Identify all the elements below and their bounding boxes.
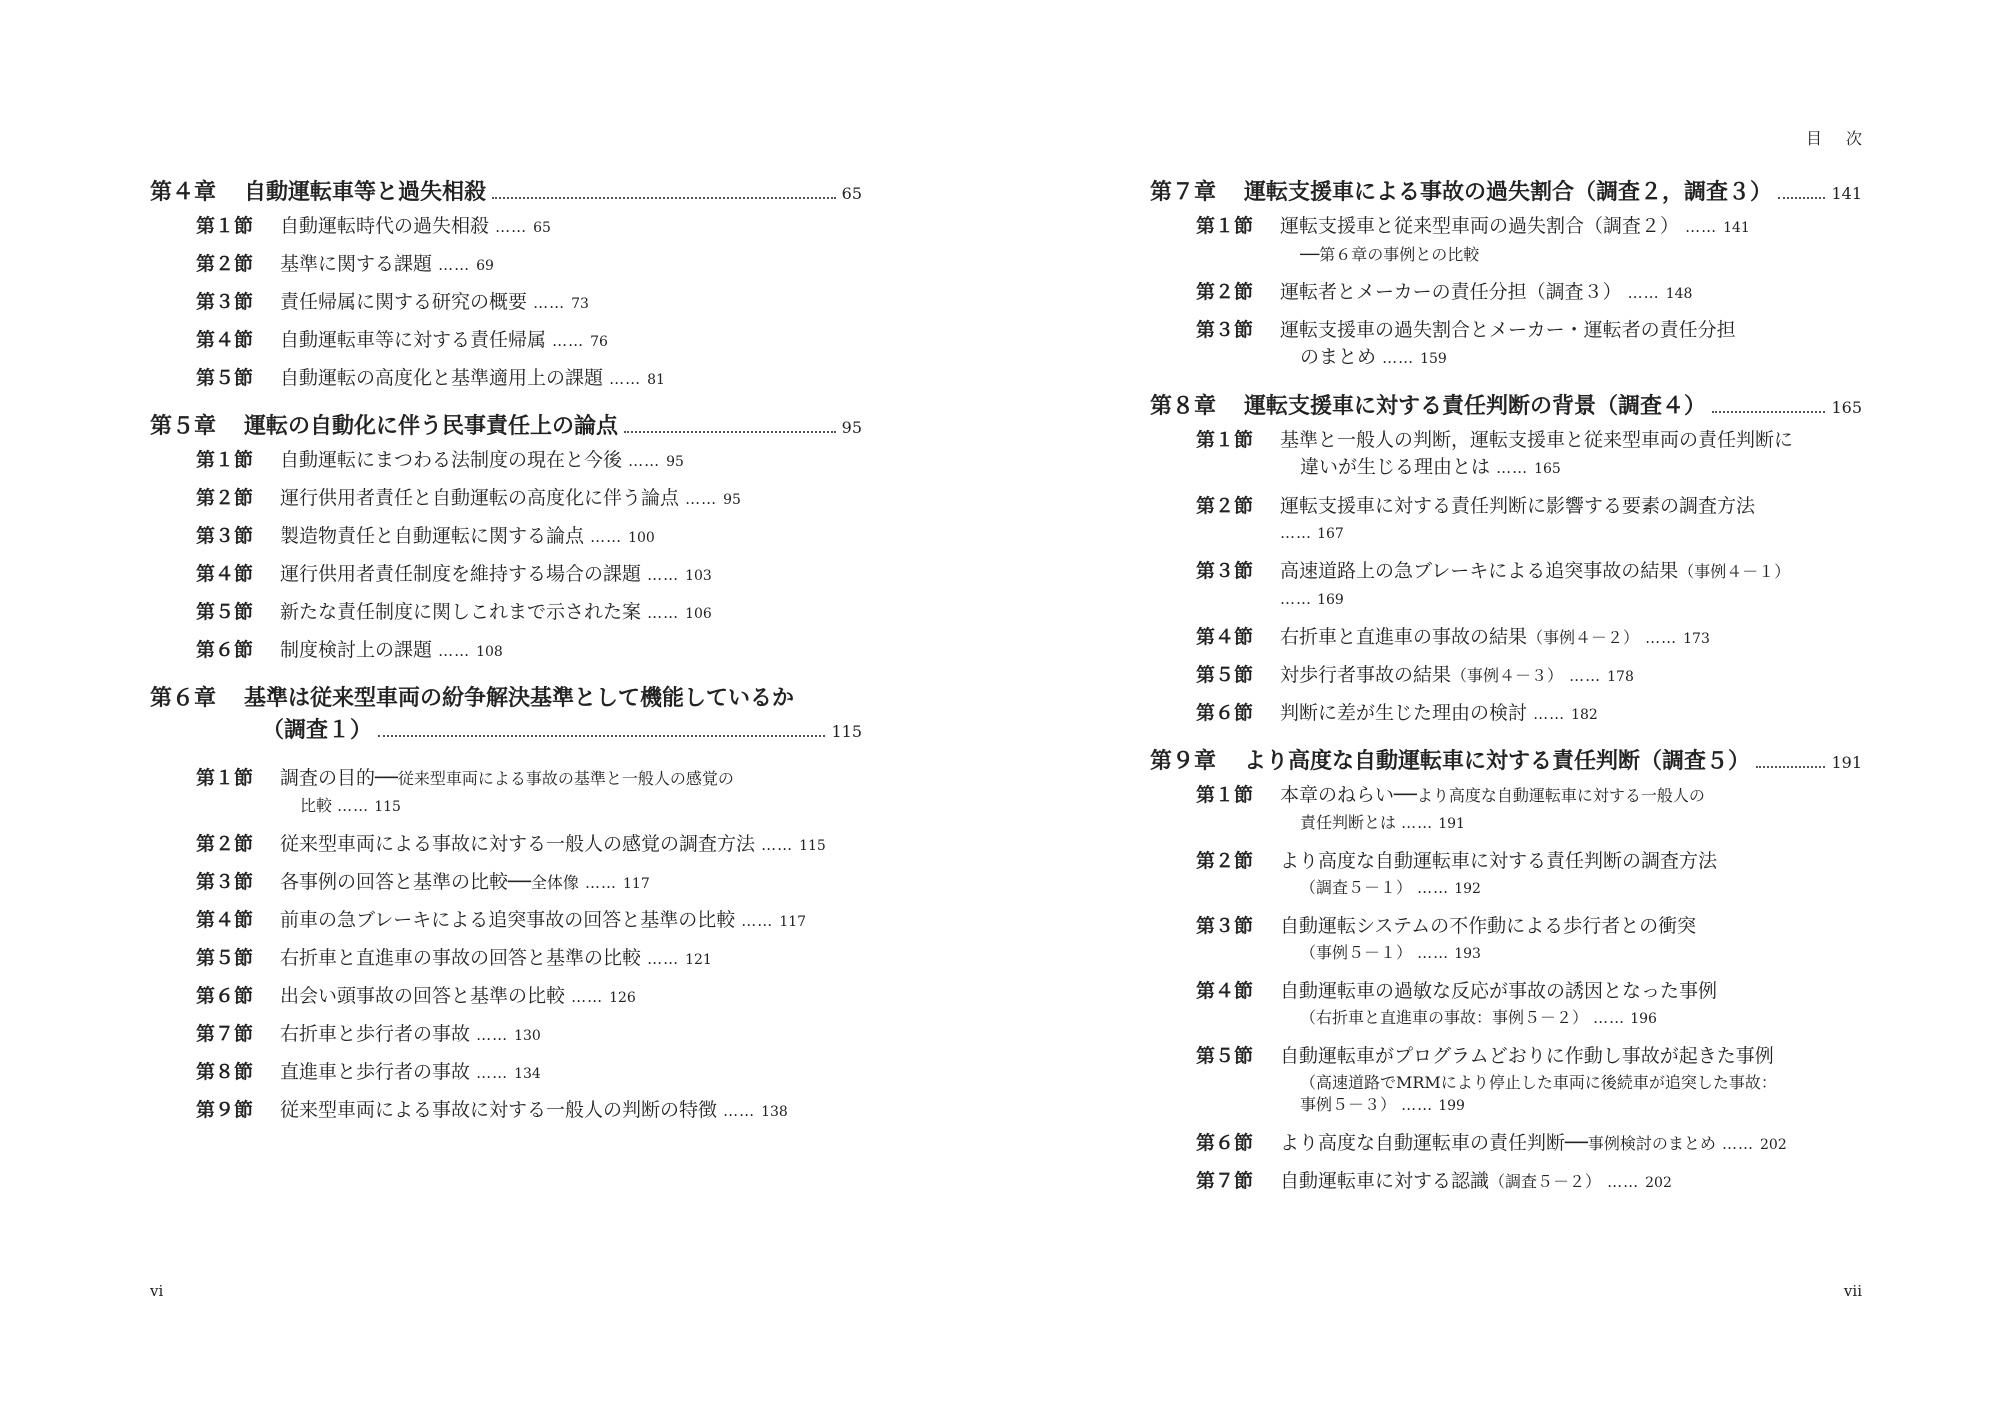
section-entry	[1196, 312, 1862, 378]
section-entry	[196, 760, 862, 826]
section-number: 第７節	[1196, 1170, 1254, 1192]
section-page: 73	[571, 296, 589, 312]
section-entry	[196, 978, 862, 1016]
section-page: 115	[799, 838, 826, 854]
toc-left	[150, 176, 862, 1142]
section-page: 65	[533, 220, 551, 236]
section-dots: ……	[1569, 667, 1602, 685]
section-number: 第３節	[1196, 560, 1254, 582]
chapter-8	[1150, 390, 1862, 733]
section-page: 117	[623, 876, 650, 892]
chapter-title: 運転支援車による事故の過失割合（調査２，調査３）	[1244, 179, 1773, 205]
section-page: 138	[761, 1104, 788, 1120]
section-title: 責任帰属に関する研究の概要	[280, 291, 528, 313]
section-page: 106	[685, 606, 712, 622]
section-dots: ……	[476, 1026, 509, 1044]
section-dots: ……	[1685, 218, 1718, 236]
section-number: 第２節	[196, 833, 254, 855]
toc-right	[1150, 176, 1862, 1213]
section-title: 出会い頭事故の回答と基準の比較	[280, 985, 566, 1007]
section-entry	[1196, 1125, 1862, 1163]
section-page: 167	[1317, 526, 1344, 542]
chapter-number: 第８章	[1150, 393, 1217, 419]
chapter-heading	[1150, 745, 1862, 777]
section-dots: ……	[1401, 1096, 1434, 1114]
section-page: 193	[1454, 946, 1481, 962]
section-title: 自動運転車がプログラムどおりに作動し事故が起きた事例	[1280, 1045, 1774, 1067]
section-number: 第４節	[1196, 980, 1254, 1002]
section-number: 第５節	[196, 947, 254, 969]
section-entry	[1196, 422, 1862, 488]
page-number: vii	[1843, 1282, 1862, 1300]
section-page: 169	[1317, 592, 1344, 608]
section-title: 右折車と直進車の事故の結果	[1280, 626, 1528, 648]
section-title-cont: （高速道路でMRMにより停止した車両に後続車が追突した事故：	[1300, 1073, 1777, 1092]
section-number: 第６節	[1196, 702, 1254, 724]
leader-dots	[624, 431, 836, 433]
chapter-title: 基準は従来型車両の紛争解決基準として機能しているか	[244, 685, 795, 711]
section-entry	[1196, 973, 1862, 1038]
chapter-number: 第９章	[1150, 748, 1217, 774]
chapter-number: 第６章	[150, 685, 217, 711]
section-dots: ……	[1593, 1009, 1626, 1027]
section-number: 第８節	[196, 1061, 254, 1083]
section-dots: ……	[590, 528, 623, 546]
section-number: 第６節	[1196, 1132, 1254, 1154]
leader-dots	[378, 735, 825, 737]
chapter-heading	[1150, 390, 1862, 422]
section-dots: ……	[647, 604, 680, 622]
section-entry	[196, 902, 862, 940]
chapter-number: 第４章	[150, 179, 217, 205]
chapter-heading	[1150, 176, 1862, 208]
section-page: 81	[647, 372, 665, 388]
section-dots: ……	[1721, 1135, 1754, 1153]
section-title-cont: 比較	[300, 796, 333, 815]
chapter-6	[150, 682, 862, 1130]
leader-dots	[492, 197, 836, 199]
section-page: 141	[1723, 220, 1750, 236]
section-title: 調査の目的──	[280, 767, 398, 789]
section-number: 第９節	[196, 1099, 254, 1121]
section-page: 121	[685, 952, 712, 968]
section-dots: ……	[438, 256, 471, 274]
section-title: 自動運転車等に対する責任帰属	[280, 329, 547, 351]
section-entry	[196, 360, 862, 398]
chapter-page: 165	[1831, 398, 1862, 417]
section-entry	[1196, 274, 1862, 312]
section-title-small: （事例４－１）	[1678, 562, 1791, 581]
section-entry	[196, 594, 862, 632]
chapter-page: 141	[1831, 184, 1862, 203]
section-page: 148	[1665, 286, 1693, 302]
section-entry	[1196, 619, 1862, 657]
section-entry	[1196, 777, 1862, 843]
section-dots: ……	[337, 797, 370, 815]
section-number: 第２節	[196, 487, 254, 509]
chapter-title: 自動運転車等と過失相殺	[244, 179, 487, 205]
section-title-small: （調査５－２）	[1489, 1172, 1602, 1191]
section-dots: ……	[741, 912, 774, 930]
section-title: 従来型車両による事故に対する一般人の感覚の調査方法	[280, 833, 756, 855]
section-entry	[196, 940, 862, 978]
section-title: 運転支援車の過失割合とメーカー・運転者の責任分担	[1280, 319, 1736, 341]
section-title-cont: のまとめ	[1300, 346, 1377, 368]
section-number: 第４節	[196, 329, 254, 351]
chapter-heading	[150, 176, 862, 208]
section-number: 第２節	[1196, 850, 1254, 872]
chapter-4	[150, 176, 862, 398]
section-title: 前車の急ブレーキによる追突事故の回答と基準の比較	[280, 909, 736, 931]
section-page: 165	[1534, 461, 1561, 477]
section-title: 制度検討上の課題	[280, 639, 433, 661]
section-entry	[1196, 553, 1862, 619]
section-dots: ……	[647, 950, 680, 968]
page-number: vi	[150, 1282, 164, 1300]
section-title-small: 事例検討のまとめ	[1587, 1134, 1716, 1153]
section-page: 117	[779, 914, 807, 930]
chapter-title-cont: （調査１）	[262, 717, 373, 743]
leader-dots	[1756, 766, 1825, 768]
section-number: 第３節	[1196, 915, 1254, 937]
section-title: 従来型車両による事故に対する一般人の判断の特徴	[280, 1099, 718, 1121]
section-dots: ……	[647, 566, 680, 584]
chapter-heading-cont	[150, 714, 862, 748]
section-dots: ……	[1401, 814, 1434, 832]
section-title: 自動運転時代の過失相殺	[280, 215, 490, 237]
section-title-cont: 違いが生じる理由とは	[1300, 456, 1491, 478]
left-page	[150, 0, 862, 1416]
section-title: 運転者とメーカーの責任分担（調査３）	[1280, 281, 1622, 303]
section-subtitle: ──第６章の事例との比較	[1300, 245, 1480, 264]
section-number: 第６節	[196, 985, 254, 1007]
section-entry	[1196, 908, 1862, 973]
section-number: 第１節	[1196, 215, 1254, 237]
section-title: より高度な自動運転車に対する責任判断の調査方法	[1280, 850, 1718, 872]
leader-dots	[1712, 411, 1825, 413]
section-title-cont: （右折車と直進車の事故：事例５－２）	[1300, 1008, 1589, 1027]
section-page: 178	[1607, 669, 1634, 685]
section-title-cont: 責任判断とは	[1300, 813, 1397, 832]
chapter-heading	[150, 682, 862, 714]
section-dots: ……	[571, 988, 604, 1006]
section-entry	[196, 632, 862, 670]
section-title-cont: （調査５－１）	[1300, 878, 1413, 897]
section-dots: ……	[1417, 944, 1450, 962]
section-number: 第４節	[196, 909, 254, 931]
section-dots: ……	[1627, 284, 1660, 302]
section-page: 108	[476, 644, 503, 660]
section-page: 100	[628, 530, 655, 546]
section-number: 第１節	[1196, 784, 1254, 806]
section-title: 対歩行者事故の結果	[1280, 664, 1452, 686]
section-entry	[1196, 843, 1862, 908]
section-number: 第５節	[196, 367, 254, 389]
section-entry	[196, 246, 862, 284]
section-page: 95	[723, 492, 741, 508]
section-dots: ……	[1645, 629, 1678, 647]
section-dots: ……	[1280, 524, 1312, 542]
section-dots: ……	[1280, 590, 1312, 608]
chapter-number: 第７章	[1150, 179, 1217, 205]
section-number: 第１節	[196, 449, 254, 471]
chapter-page: 115	[831, 722, 862, 741]
section-dots: ……	[1382, 349, 1415, 367]
section-entry	[196, 556, 862, 594]
section-title: 自動運転の高度化と基準適用上の課題	[280, 367, 604, 389]
chapter-5	[150, 410, 862, 670]
section-page: 202	[1760, 1137, 1787, 1153]
section-page: 196	[1630, 1011, 1657, 1027]
section-entry	[1196, 657, 1862, 695]
section-dots: ……	[1417, 879, 1450, 897]
section-page: 159	[1420, 351, 1447, 367]
section-number: 第５節	[1196, 664, 1254, 686]
section-page: 182	[1571, 707, 1598, 723]
chapter-title: より高度な自動運転車に対する責任判断（調査５）	[1244, 748, 1751, 774]
section-title: 自動運転システムの不作動による歩行者との衝突	[1280, 915, 1697, 937]
section-entry	[196, 1092, 862, 1130]
section-title-cont: （事例５－１）	[1300, 943, 1413, 962]
section-number: 第３節	[196, 525, 254, 547]
chapter-title: 運転支援車に対する責任判断の背景（調査４）	[1244, 393, 1707, 419]
section-title: より高度な自動運転車の責任判断──	[1280, 1132, 1588, 1154]
section-entry	[196, 322, 862, 360]
section-title: 右折車と歩行者の事故	[280, 1023, 471, 1045]
section-page: 192	[1454, 881, 1481, 897]
section-entry	[196, 826, 862, 864]
leader-dots	[1778, 197, 1825, 199]
section-title: 運転支援車に対する責任判断に影響する要素の調査方法	[1280, 495, 1756, 517]
section-page: 69	[476, 258, 494, 274]
section-title: 自動運転車の過敏な反応が事故の誘因となった事例	[1280, 980, 1718, 1002]
section-entry	[196, 442, 862, 480]
section-entry	[196, 1016, 862, 1054]
chapter-page: 191	[1831, 753, 1862, 772]
section-title: 各事例の回答と基準の比較──	[280, 871, 531, 893]
section-dots: ……	[533, 294, 566, 312]
section-dots: ……	[1607, 1173, 1640, 1191]
section-page: 95	[666, 454, 684, 470]
section-title: 基準と一般人の判断，運転支援車と従来型車両の責任判断に	[1280, 429, 1794, 451]
section-dots: ……	[685, 490, 718, 508]
section-entry	[196, 518, 862, 556]
section-title: 本章のねらい──	[1280, 784, 1417, 806]
section-number: 第２節	[1196, 495, 1254, 517]
section-number: 第４節	[196, 563, 254, 585]
chapter-heading	[150, 410, 862, 442]
section-entry	[196, 864, 862, 902]
section-dots: ……	[476, 1064, 509, 1082]
section-number: 第２節	[196, 253, 254, 275]
section-number: 第１節	[196, 767, 254, 789]
section-page: 191	[1438, 816, 1465, 832]
section-page: 103	[685, 568, 712, 584]
section-title: 製造物責任と自動運転に関する論点	[280, 525, 585, 547]
section-number: 第１節	[196, 215, 254, 237]
section-title: 運行供用者責任と自動運転の高度化に伴う論点	[280, 487, 680, 509]
section-dots: ……	[609, 370, 642, 388]
section-title-small: より高度な自動運転車に対する一般人の	[1416, 786, 1705, 805]
section-title-small: （事例４－２）	[1527, 628, 1640, 647]
section-page: 134	[514, 1066, 541, 1082]
section-dots: ……	[723, 1102, 756, 1120]
section-number: 第５節	[1196, 1045, 1254, 1067]
section-entry	[196, 284, 862, 322]
section-number: 第６節	[196, 639, 254, 661]
section-title-small: 従来型車両による事故の基準と一般人の感覚の	[397, 769, 734, 788]
chapter-page: 65	[841, 184, 862, 203]
section-title: 右折車と直進車の事故の回答と基準の比較	[280, 947, 642, 969]
section-title: 判断に差が生じた理由の検討	[1280, 702, 1528, 724]
chapter-number: 第５章	[150, 413, 217, 439]
chapter-title: 運転の自動化に伴う民事責任上の論点	[244, 413, 619, 439]
section-page: 130	[514, 1028, 541, 1044]
section-entry	[1196, 208, 1862, 274]
section-dots: ……	[761, 836, 794, 854]
section-dots: ……	[495, 218, 528, 236]
section-entry	[196, 208, 862, 246]
chapter-page: 95	[841, 418, 862, 437]
section-entry	[1196, 695, 1862, 733]
section-number: 第３節	[196, 871, 254, 893]
section-title-cont2: 事例５－３）	[1300, 1095, 1397, 1114]
section-title: 自動運転にまつわる法制度の現在と今後	[280, 449, 623, 471]
section-page: 126	[609, 990, 636, 1006]
section-page: 173	[1683, 631, 1710, 647]
section-number: 第３節	[1196, 319, 1254, 341]
section-page: 199	[1438, 1098, 1465, 1114]
section-dots: ……	[552, 332, 585, 350]
section-entry	[1196, 488, 1862, 553]
section-number: 第１節	[1196, 429, 1254, 451]
section-dots: ……	[438, 642, 471, 660]
section-title: 自動運転車に対する認識	[1280, 1170, 1490, 1192]
chapter-7	[1150, 176, 1862, 378]
section-number: 第７節	[196, 1023, 254, 1045]
running-header: 目次	[1805, 129, 1886, 148]
section-page: 202	[1645, 1175, 1672, 1191]
section-page: 115	[374, 799, 401, 815]
section-entry	[1196, 1038, 1862, 1125]
section-title: 運行供用者責任制度を維持する場合の課題	[280, 563, 642, 585]
section-number: 第２節	[1196, 281, 1254, 303]
section-entry	[196, 480, 862, 518]
section-title-small: 全体像	[530, 873, 579, 892]
chapter-9	[1150, 745, 1862, 1201]
section-dots: ……	[628, 452, 661, 470]
section-title: 基準に関する課題	[280, 253, 433, 275]
section-number: 第５節	[196, 601, 254, 623]
section-dots: ……	[1533, 705, 1566, 723]
section-dots: ……	[1496, 459, 1529, 477]
section-title: 新たな責任制度に関しこれまで示された案	[280, 601, 642, 623]
section-entry	[1196, 1163, 1862, 1201]
section-title: 運転支援車と従来型車両の過失割合（調査２）	[1280, 215, 1680, 237]
section-entry	[196, 1054, 862, 1092]
section-page: 76	[590, 334, 608, 350]
section-title: 高速道路上の急ブレーキによる追突事故の結果	[1280, 560, 1679, 582]
section-number: 第３節	[196, 291, 254, 313]
section-title-small: （事例４－３）	[1451, 666, 1564, 685]
section-number: 第４節	[1196, 626, 1254, 648]
right-page	[1150, 0, 1886, 1416]
section-dots: ……	[584, 874, 617, 892]
section-title: 直進車と歩行者の事故	[280, 1061, 471, 1083]
